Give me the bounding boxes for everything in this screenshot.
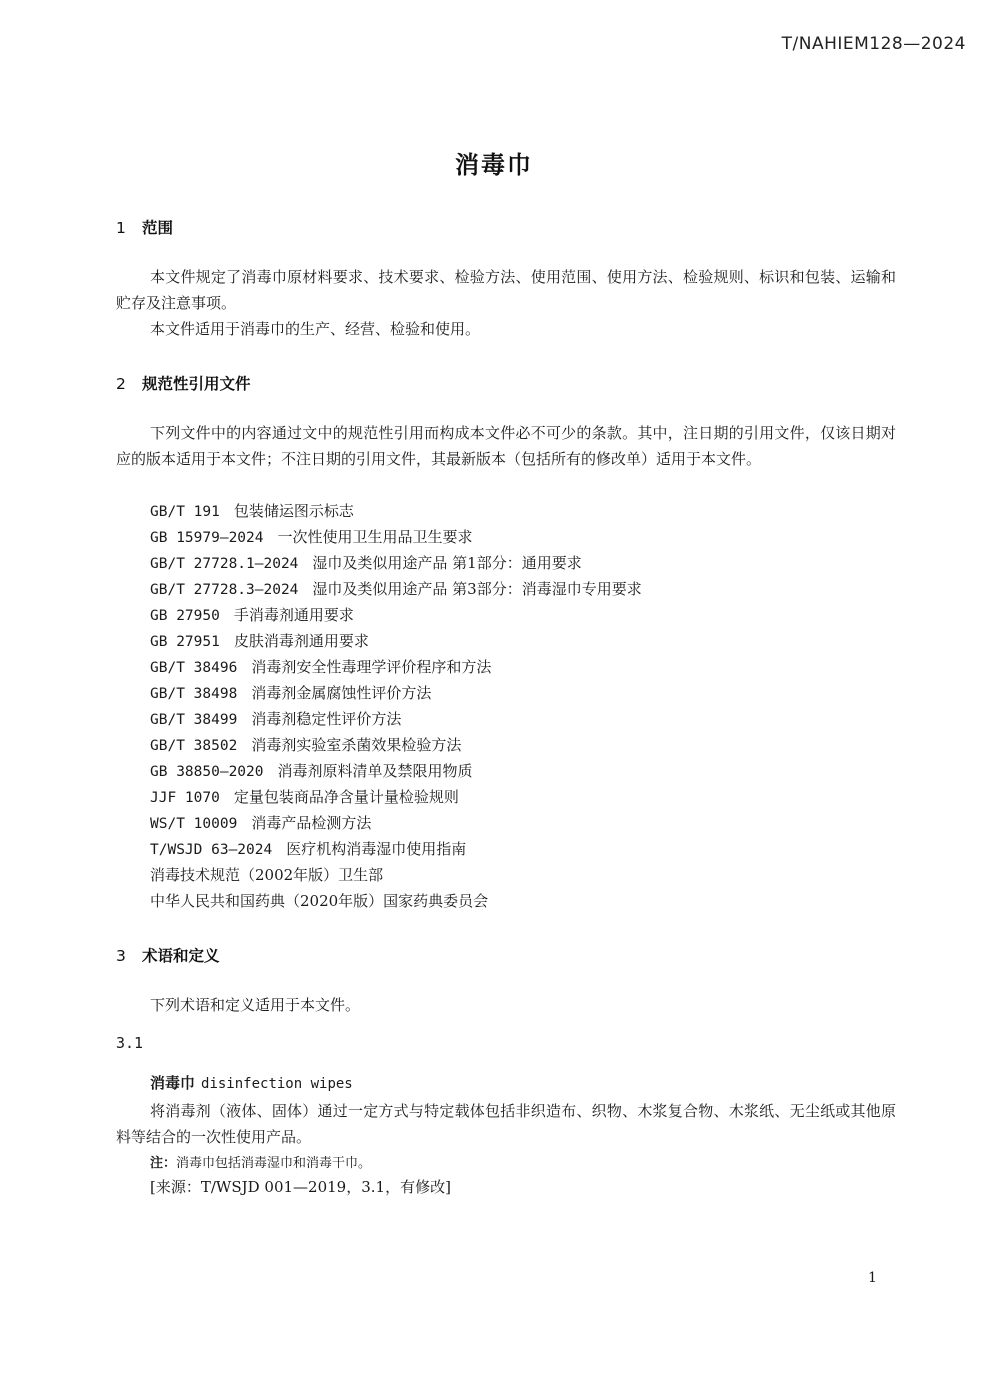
reference-title: 手消毒剂通用要求: [233, 606, 354, 624]
reference-item: [150, 628, 642, 654]
reference-title: 医疗机构消毒湿巾使用指南: [286, 840, 467, 858]
reference-item: [150, 836, 642, 862]
reference-item: [150, 654, 642, 680]
reference-title: 消毒技术规范（2002年版）卫生部: [150, 866, 384, 884]
reference-title: 湿巾及类似用途产品 第3部分：消毒湿巾专用要求: [312, 580, 642, 598]
term-source: [来源：T/WSJD 001—2019，3.1，有修改]: [150, 1178, 451, 1196]
reference-code: GB 38850—2020: [150, 764, 264, 780]
section-heading-normative: [116, 372, 251, 394]
reference-code: GB/T 27728.3—2024: [150, 582, 299, 598]
note-text: 消毒巾包括消毒湿巾和消毒干巾。: [176, 1156, 372, 1171]
reference-item: [150, 732, 642, 758]
reference-code: GB/T 38496: [150, 660, 238, 676]
note-label: 注：: [150, 1156, 177, 1171]
reference-code: GB/T 38498: [150, 686, 238, 702]
reference-item: [150, 706, 642, 732]
reference-title: 消毒剂原料清单及禁限用物质: [277, 762, 473, 780]
reference-code: GB 27951: [150, 634, 220, 650]
section-title: 范围: [142, 219, 174, 237]
term-definition: 将消毒剂（液体、固体）通过一定方式与特定载体包括非织造布、织物、木浆复合物、木浆纸、无尘纸或其他原料等结合的一次性使用产品。: [116, 1102, 896, 1146]
document-title: 消毒巾: [455, 151, 533, 179]
section-title: 规范性引用文件: [142, 375, 251, 393]
reference-code: GB 27950: [150, 608, 220, 624]
reference-title: 一次性使用卫生用品卫生要求: [277, 528, 473, 546]
reference-title: 消毒剂安全性毒理学评价程序和方法: [251, 658, 492, 676]
section-heading-scope: [116, 216, 173, 238]
reference-item: [150, 602, 642, 628]
section-number: 2: [116, 375, 126, 393]
reference-code: WS/T 10009: [150, 816, 238, 832]
reference-item: [150, 680, 642, 706]
reference-item: [150, 576, 642, 602]
term-heading: [150, 1072, 353, 1093]
section-number: 3: [116, 947, 126, 965]
reference-item: [150, 862, 642, 888]
document-code: T/NAHIEM128—2024: [781, 34, 966, 54]
section-title: 术语和定义: [142, 947, 220, 965]
normative-intro: 下列文件中的内容通过文中的规范性引用而构成本文件必不可少的条款。其中，注日期的引用文件，仅该日期对应的版本适用于本文件；不注日期的引用文件，其最新版本（包括所有的修改单）适用于本文件。: [116, 424, 896, 468]
reference-code: GB 15979—2024: [150, 530, 264, 546]
reference-code: GB/T 27728.1—2024: [150, 556, 299, 572]
page-number: 1: [868, 1270, 877, 1286]
term-english: disinfection wipes: [201, 1076, 353, 1092]
term-chinese: 消毒巾: [150, 1074, 196, 1092]
reference-item: [150, 524, 642, 550]
reference-title: 消毒剂实验室杀菌效果检验方法: [251, 736, 462, 754]
reference-code: GB/T 191: [150, 504, 220, 520]
reference-code: JJF 1070: [150, 790, 220, 806]
section-number: 1: [116, 219, 126, 237]
reference-item: [150, 810, 642, 836]
term-entry-number: 3.1: [116, 1034, 144, 1052]
scope-paragraph-2: 本文件适用于消毒巾的生产、经营、检验和使用。: [150, 320, 481, 338]
term-note: [150, 1152, 371, 1171]
reference-title: 定量包装商品净含量计量检验规则: [233, 788, 459, 806]
reference-title: 消毒剂金属腐蚀性评价方法: [251, 684, 432, 702]
reference-title: 湿巾及类似用途产品 第1部分：通用要求: [312, 554, 582, 572]
reference-title: 包装储运图示标志: [233, 502, 354, 520]
reference-item: [150, 758, 642, 784]
reference-title: 消毒产品检测方法: [251, 814, 372, 832]
reference-title: 消毒剂稳定性评价方法: [251, 710, 402, 728]
reference-item: [150, 888, 642, 914]
section-heading-terms: [116, 944, 220, 966]
reference-code: GB/T 38499: [150, 712, 238, 728]
scope-paragraph-1: 本文件规定了消毒巾原材料要求、技术要求、检验方法、使用范围、使用方法、检验规则、标识和包装、运输和贮存及注意事项。: [116, 268, 896, 312]
reference-item: [150, 784, 642, 810]
reference-item: [150, 498, 642, 524]
reference-list: [150, 498, 642, 914]
reference-item: [150, 550, 642, 576]
reference-title: 中华人民共和国药典（2020年版）国家药典委员会: [150, 892, 489, 910]
reference-code: T/WSJD 63—2024: [150, 842, 273, 858]
terms-intro: 下列术语和定义适用于本文件。: [150, 996, 361, 1014]
reference-code: GB/T 38502: [150, 738, 238, 754]
reference-title: 皮肤消毒剂通用要求: [233, 632, 369, 650]
